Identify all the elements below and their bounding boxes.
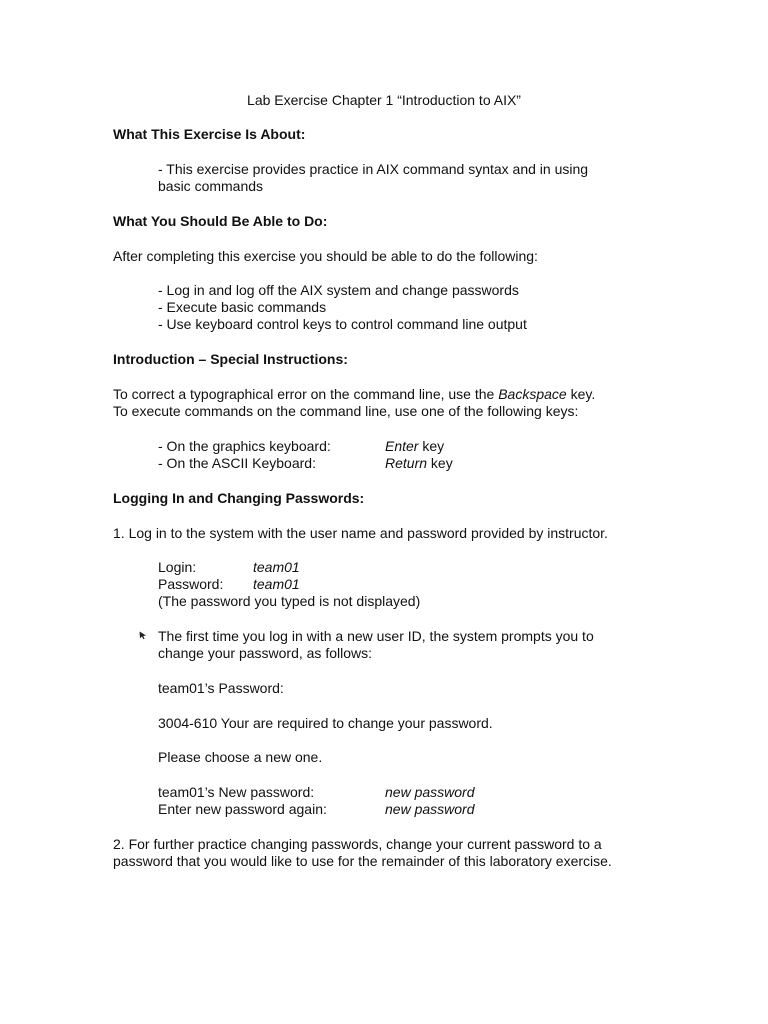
bullet-line-2: change your password, as follows: xyxy=(158,645,372,661)
prompt-change-required: 3004-610 Your are required to change your password. xyxy=(158,715,493,731)
login-step-2-line-1: 2. For further practice changing passwords, change your current password to a xyxy=(113,836,602,852)
able-item-1: - Log in and log off the AIX system and change passwords xyxy=(158,282,519,298)
key-label-graphics: - On the graphics keyboard: xyxy=(158,438,331,454)
prompt-choose-new: Please choose a new one. xyxy=(158,749,323,765)
heading-login: Logging In and Changing Passwords: xyxy=(113,490,365,506)
able-item-2: - Execute basic commands xyxy=(158,299,327,315)
new-password-label: team01’s New password: xyxy=(158,784,315,800)
login-step-2-line-2: password that you would like to use for the remainder of this laboratory exercise. xyxy=(113,853,612,869)
new-password-value: new password xyxy=(385,784,475,800)
key-label-ascii: - On the ASCII Keyboard: xyxy=(158,455,316,471)
key-value-graphics: Enter key xyxy=(385,438,445,454)
heading-about: What This Exercise Is About: xyxy=(113,126,306,142)
intro-line-2: To execute commands on the command line, use one of the following keys: xyxy=(113,403,579,419)
about-line-2: basic commands xyxy=(158,178,264,194)
arrow-bullet-icon xyxy=(138,630,148,640)
login-label: Login: xyxy=(158,559,197,575)
able-intro: After completing this exercise you should be able to do the following: xyxy=(113,248,538,264)
prompt-password: team01’s Password: xyxy=(158,680,284,696)
heading-intro: Introduction – Special Instructions: xyxy=(113,351,348,367)
login-value: team01 xyxy=(253,559,300,575)
password-note: (The password you typed is not displayed) xyxy=(158,593,421,609)
key-value-ascii: Return key xyxy=(385,455,453,471)
password-label: Password: xyxy=(158,576,224,592)
intro-line-1: To correct a typographical error on the command line, use the Backspace key. xyxy=(113,386,596,402)
about-line-1: - This exercise provides practice in AIX command syntax and in using xyxy=(158,161,589,177)
heading-able: What You Should Be Able to Do: xyxy=(113,213,328,229)
backspace-key-text: Backspace xyxy=(498,386,567,402)
document-title: Lab Exercise Chapter 1 “Introduction to AIX” xyxy=(247,92,521,108)
confirm-password-label: Enter new password again: xyxy=(158,801,327,817)
confirm-password-value: new password xyxy=(385,801,475,817)
able-item-3: - Use keyboard control keys to control command line output xyxy=(158,316,527,332)
login-step-1: 1. Log in to the system with the user name and password provided by instructor. xyxy=(113,525,608,541)
password-value: team01 xyxy=(253,576,300,592)
bullet-line-1: The first time you log in with a new user ID, the system prompts you to xyxy=(158,628,594,644)
